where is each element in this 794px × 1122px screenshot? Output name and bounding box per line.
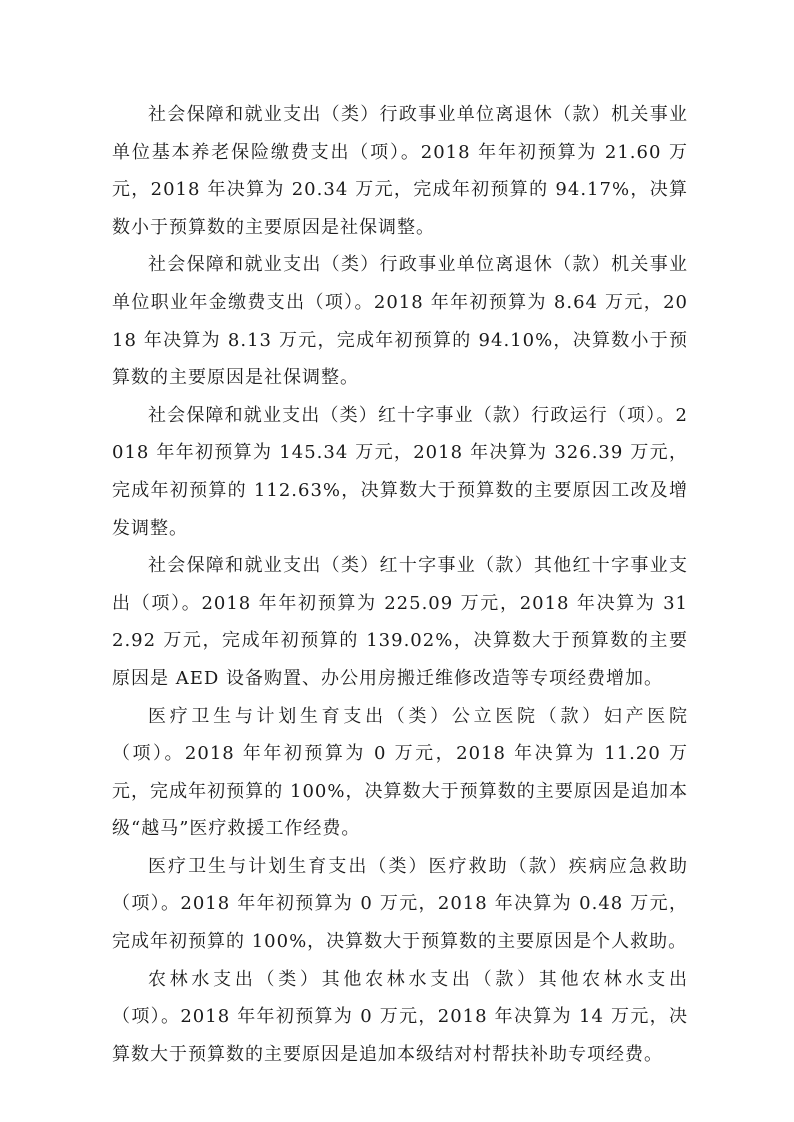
- paragraph-red-cross-other: 社会保障和就业支出（类）红十字事业（款）其他红十字事业支出（项）。2018 年年初预算为 225.09 万元，2018 年决算为 312.92 万元，完成年初预算的 139.02%，决算数大于预算数的主要原因是 AED 设备购置、办公用房搬迁维修改造等专项经费增加。: [112, 555, 688, 689]
- document-body: [112, 96, 688, 1073]
- paragraph-emergency-medical-aid: 医疗卫生与计划生育支出（类）医疗救助（款）疾病应急救助（项）。2018 年年初预算为 0 万元，2018 年决算为 0.48 万元，完成年初预算的 100%，决算数大于预算数的主要原因是个人救助。: [112, 855, 688, 953]
- paragraph-pension-contribution: 社会保障和就业支出（类）行政事业单位离退休（款）机关事业单位基本养老保险缴费支出（项）。2018 年年初预算为 21.60 万元，2018 年决算为 20.34 万元，完成年初预算的 94.17%，决算数小于预算数的主要原因是社保调整。: [112, 104, 688, 238]
- paragraph-occupational-annuity: 社会保障和就业支出（类）行政事业单位离退休（款）机关事业单位职业年金缴费支出（项）。2018 年年初预算为 8.64 万元，2018 年决算为 8.13 万元，完成年初预算的 94.10%，决算数小于预算数的主要原因是社保调整。: [112, 254, 688, 389]
- paragraph-agriculture-forestry-water: 农林水支出（类）其他农林水支出（款）其他农林水支出（项）。2018 年年初预算为 0 万元，2018 年决算为 14 万元，决算数大于预算数的主要原因是追加本级结对村帮扶补助专项经费。: [112, 968, 688, 1065]
- paragraph-red-cross-operations: 社会保障和就业支出（类）红十字事业（款）行政运行（项）。2018 年年初预算为 145.34 万元，2018 年决算为 326.39 万元，完成年初预算的 112.63%，决算数大于预算数的主要原因工改及增发调整。: [112, 404, 688, 539]
- paragraph-maternity-hospital: 医疗卫生与计划生育支出（类）公立医院（款）妇产医院（项）。2018 年年初预算为 0 万元，2018 年决算为 11.20 万元，完成年初预算的 100%，决算数大于预算数的主要原因是追加本级“越马”医疗救援工作经费。: [112, 705, 688, 840]
